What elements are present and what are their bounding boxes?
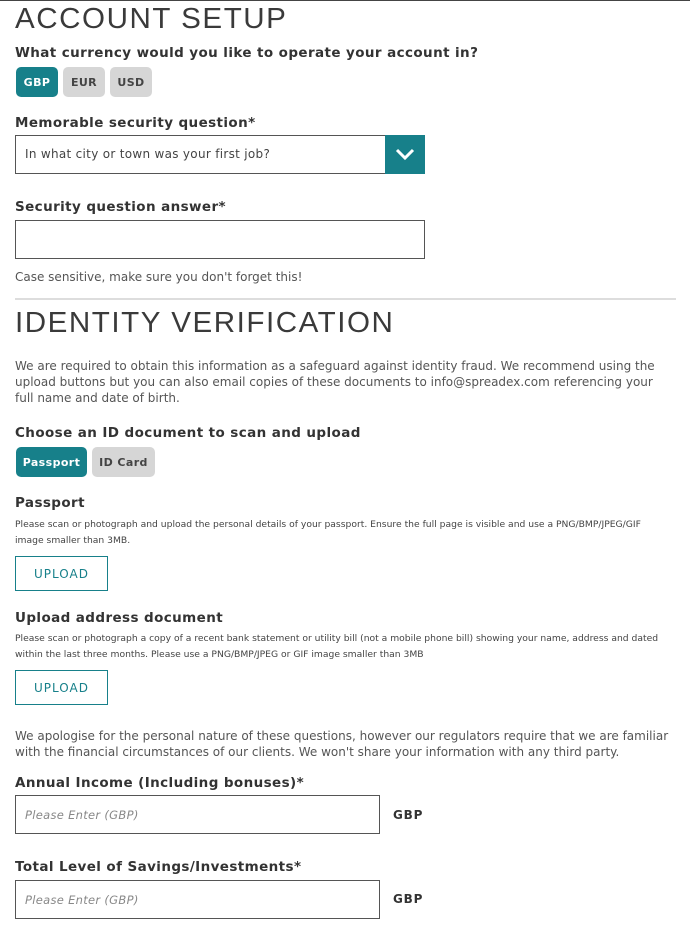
- security-answer-label: Security question answer*: [15, 199, 226, 215]
- currency-question-label: What currency would you like to operate your account in?: [15, 45, 479, 61]
- doc-passport-button[interactable]: Passport: [16, 447, 87, 477]
- savings-input[interactable]: [15, 880, 380, 919]
- identity-intro-text: We are required to obtain this information as a safeguard against identity fraud. We recommend using the upload buttons but you can also email copies of these documents to info@spreadex.com referencing your full name and date of birth.: [15, 359, 655, 405]
- security-answer-hint: Case sensitive, make sure you don't forget this!: [15, 270, 303, 284]
- savings-label: Total Level of Savings/Investments*: [15, 859, 302, 875]
- account-setup-title: ACCOUNT SETUP: [15, 3, 288, 35]
- section-divider: [15, 298, 676, 300]
- chevron-down-icon[interactable]: [385, 135, 425, 174]
- savings-unit: GBP: [393, 892, 424, 906]
- currency-eur-button[interactable]: EUR: [63, 67, 105, 97]
- passport-description: Please scan or photograph and upload the personal details of your passport. Ensure the full page is visible and use a PNG/BMP/JPEG/GIF image smaller than 3MB.: [15, 519, 641, 546]
- security-question-label: Memorable security question*: [15, 115, 256, 131]
- passport-upload-button[interactable]: UPLOAD: [15, 556, 108, 591]
- security-question-select[interactable]: [15, 135, 425, 174]
- security-answer-input[interactable]: [15, 220, 425, 259]
- currency-usd-button[interactable]: USD: [110, 67, 152, 97]
- doc-id-card-button[interactable]: ID Card: [92, 447, 155, 477]
- financial-apology-text: We apologise for the personal nature of these questions, however our regulators require that we are familiar with the financial circumstances of our clients. We won't share your information with any third party.: [15, 729, 669, 759]
- choose-id-label: Choose an ID document to scan and upload: [15, 425, 361, 441]
- passport-heading: Passport: [15, 495, 85, 511]
- identity-verification-title: IDENTITY VERIFICATION: [15, 307, 395, 339]
- address-description: Please scan or photograph a copy of a recent bank statement or utility bill (not a mobile phone bill) showing your name, address and dated within the last three months. Please use a PNG/BMP/JPEG or GIF image smaller than 3MB: [15, 633, 659, 660]
- address-upload-button[interactable]: UPLOAD: [15, 670, 108, 705]
- address-heading: Upload address document: [15, 610, 224, 626]
- annual-income-input[interactable]: [15, 795, 380, 834]
- annual-income-unit: GBP: [393, 808, 424, 822]
- currency-gbp-button[interactable]: GBP: [16, 67, 58, 97]
- annual-income-label: Annual Income (Including bonuses)*: [15, 775, 305, 791]
- security-question-value: In what city or town was your first job?: [25, 147, 271, 161]
